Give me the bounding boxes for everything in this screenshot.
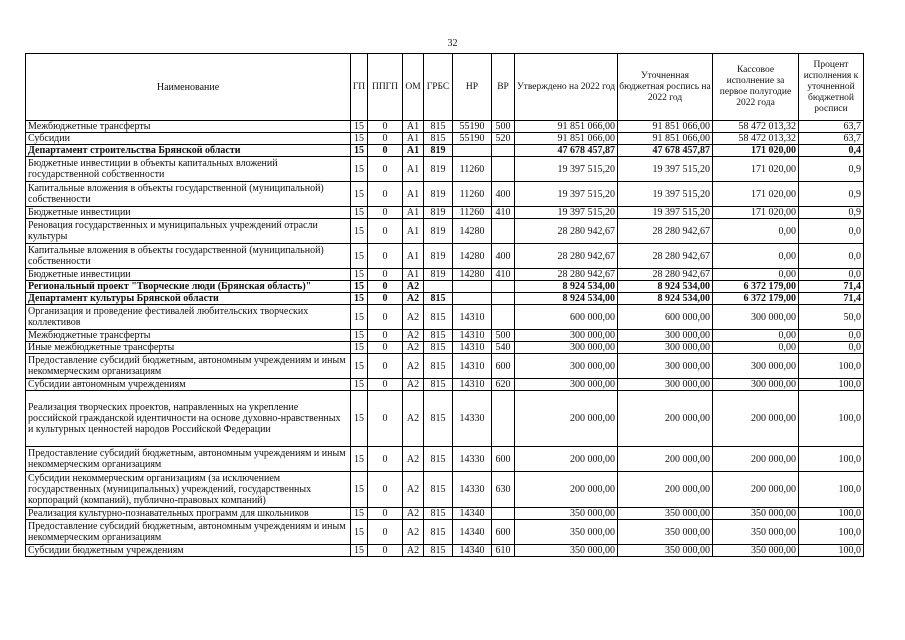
row-ppgp: 0: [368, 447, 403, 472]
row-om: А2: [403, 520, 424, 545]
table-row: [26, 207, 864, 219]
row-om: А1: [403, 207, 424, 219]
row-grbs: 815: [424, 545, 453, 557]
row-approved: 300 000,00: [515, 354, 618, 379]
row-name: Субсидии автономным учреждениям: [26, 379, 351, 391]
row-grbs: 819: [424, 157, 453, 182]
row-om: А1: [403, 133, 424, 145]
row-refined: 8 924 534,00: [618, 281, 713, 293]
row-approved: 47 678 457,87: [515, 145, 618, 157]
row-cash: 300 000,00: [713, 354, 799, 379]
row-refined: 600 000,00: [618, 305, 713, 330]
row-gp: 15: [351, 508, 368, 520]
row-approved: 8 924 534,00: [515, 293, 618, 305]
row-nr: 14340: [453, 520, 492, 545]
row-percent: 0,9: [799, 182, 864, 207]
row-approved: 19 397 515,20: [515, 207, 618, 219]
row-ppgp: 0: [368, 379, 403, 391]
row-cash: 200 000,00: [713, 391, 799, 447]
row-refined: 300 000,00: [618, 330, 713, 342]
row-name: Межбюджетные трансферты: [26, 330, 351, 342]
row-refined: 19 397 515,20: [618, 182, 713, 207]
row-gp: 15: [351, 293, 368, 305]
table-row: [26, 182, 864, 207]
row-om: А2: [403, 330, 424, 342]
row-grbs: 815: [424, 472, 453, 508]
row-grbs: 819: [424, 269, 453, 281]
row-ppgp: 0: [368, 219, 403, 244]
table-row: [26, 520, 864, 545]
row-nr: 11260: [453, 182, 492, 207]
row-ppgp: 0: [368, 354, 403, 379]
row-refined: 300 000,00: [618, 354, 713, 379]
row-ppgp: 0: [368, 508, 403, 520]
row-percent: 0,4: [799, 145, 864, 157]
row-percent: 71,4: [799, 293, 864, 305]
row-om: А2: [403, 293, 424, 305]
row-name: Реализация творческих проектов, направленных на укрепление российской гражданской идентичности на основе духовно-нравственных и культурных ценностей народов Российской Федерации: [26, 391, 351, 447]
row-refined: 300 000,00: [618, 342, 713, 354]
row-vr: 400: [492, 182, 515, 207]
table-row: [26, 545, 864, 557]
table-row: [26, 157, 864, 182]
row-percent: 100,0: [799, 447, 864, 472]
row-gp: 15: [351, 545, 368, 557]
row-cash: 300 000,00: [713, 305, 799, 330]
row-percent: 100,0: [799, 545, 864, 557]
row-nr: 55190: [453, 121, 492, 133]
row-vr: 600: [492, 520, 515, 545]
header-nr: НР: [453, 54, 492, 121]
row-approved: 300 000,00: [515, 379, 618, 391]
header-cash: Кассовое исполнение за первое полугодие 2022 года: [713, 54, 799, 121]
row-om: А2: [403, 379, 424, 391]
row-ppgp: 0: [368, 157, 403, 182]
table-row: [26, 293, 864, 305]
row-refined: 200 000,00: [618, 447, 713, 472]
row-name: Предоставление субсидий бюджетным, автономным учреждениям и иным некоммерческим организациям: [26, 354, 351, 379]
row-refined: 200 000,00: [618, 391, 713, 447]
row-nr: 55190: [453, 133, 492, 145]
row-cash: 6 372 179,00: [713, 293, 799, 305]
row-refined: 19 397 515,20: [618, 157, 713, 182]
row-om: А1: [403, 219, 424, 244]
row-ppgp: 0: [368, 145, 403, 157]
table-row: [26, 305, 864, 330]
row-percent: 71,4: [799, 281, 864, 293]
row-ppgp: 0: [368, 269, 403, 281]
row-grbs: 815: [424, 330, 453, 342]
row-ppgp: 0: [368, 121, 403, 133]
row-ppgp: 0: [368, 281, 403, 293]
row-percent: 0,0: [799, 219, 864, 244]
row-vr: [492, 391, 515, 447]
row-cash: 0,00: [713, 342, 799, 354]
row-cash: 58 472 013,32: [713, 121, 799, 133]
row-approved: 8 924 534,00: [515, 281, 618, 293]
row-nr: 14310: [453, 330, 492, 342]
row-grbs: 815: [424, 354, 453, 379]
row-om: А2: [403, 391, 424, 447]
row-ppgp: 0: [368, 133, 403, 145]
row-vr: 410: [492, 269, 515, 281]
row-cash: 200 000,00: [713, 447, 799, 472]
row-approved: 28 280 942,67: [515, 244, 618, 269]
row-cash: 58 472 013,32: [713, 133, 799, 145]
row-cash: 0,00: [713, 330, 799, 342]
row-vr: 540: [492, 342, 515, 354]
row-percent: 50,0: [799, 305, 864, 330]
row-grbs: 815: [424, 447, 453, 472]
header-om: ОМ: [403, 54, 424, 121]
row-percent: 63,7: [799, 121, 864, 133]
row-ppgp: 0: [368, 330, 403, 342]
row-om: А1: [403, 157, 424, 182]
row-gp: 15: [351, 472, 368, 508]
row-nr: 14310: [453, 354, 492, 379]
row-ppgp: 0: [368, 182, 403, 207]
row-percent: 0,0: [799, 244, 864, 269]
row-ppgp: 0: [368, 391, 403, 447]
row-approved: 200 000,00: [515, 472, 618, 508]
row-cash: 300 000,00: [713, 379, 799, 391]
row-nr: 14330: [453, 447, 492, 472]
row-refined: 200 000,00: [618, 472, 713, 508]
row-vr: 620: [492, 379, 515, 391]
table-row: [26, 342, 864, 354]
row-vr: [492, 219, 515, 244]
row-gp: 15: [351, 342, 368, 354]
row-nr: 14280: [453, 269, 492, 281]
row-vr: [492, 293, 515, 305]
row-name: Бюджетные инвестиции: [26, 269, 351, 281]
row-gp: 15: [351, 244, 368, 269]
row-om: А2: [403, 354, 424, 379]
row-vr: 500: [492, 121, 515, 133]
row-percent: 0,9: [799, 207, 864, 219]
budget-table: [25, 53, 864, 557]
row-cash: 171 020,00: [713, 207, 799, 219]
row-ppgp: 0: [368, 293, 403, 305]
row-om: А2: [403, 281, 424, 293]
row-nr: [453, 145, 492, 157]
row-name: Организация и проведение фестивалей любительских творческих коллективов: [26, 305, 351, 330]
row-gp: 15: [351, 281, 368, 293]
row-name: Предоставление субсидий бюджетным, автономным учреждениям и иным некоммерческим организациям: [26, 520, 351, 545]
row-grbs: 815: [424, 121, 453, 133]
row-gp: 15: [351, 520, 368, 545]
row-cash: 171 020,00: [713, 145, 799, 157]
row-percent: 100,0: [799, 520, 864, 545]
row-refined: 300 000,00: [618, 379, 713, 391]
row-approved: 28 280 942,67: [515, 219, 618, 244]
row-om: А2: [403, 447, 424, 472]
header-percent: Процент исполнения к уточненной бюджетной росписи: [799, 54, 864, 121]
row-refined: 91 851 066,00: [618, 133, 713, 145]
row-percent: 0,0: [799, 269, 864, 281]
row-gp: 15: [351, 145, 368, 157]
row-gp: 15: [351, 330, 368, 342]
table-row: [26, 121, 864, 133]
row-grbs: [424, 281, 453, 293]
row-refined: 47 678 457,87: [618, 145, 713, 157]
table-row: [26, 472, 864, 508]
row-nr: 14330: [453, 472, 492, 508]
table-row: [26, 219, 864, 244]
table-row: [26, 244, 864, 269]
row-nr: 14340: [453, 545, 492, 557]
row-name: Реализация культурно-познавательных программ для школьников: [26, 508, 351, 520]
header-grbs: ГРБС: [424, 54, 453, 121]
row-grbs: 819: [424, 182, 453, 207]
row-grbs: 815: [424, 133, 453, 145]
row-grbs: 815: [424, 293, 453, 305]
row-name: Реновация государственных и муниципальных учреждений отрасли культуры: [26, 219, 351, 244]
row-gp: 15: [351, 269, 368, 281]
row-approved: 350 000,00: [515, 545, 618, 557]
row-gp: 15: [351, 391, 368, 447]
row-approved: 600 000,00: [515, 305, 618, 330]
row-grbs: 819: [424, 145, 453, 157]
header-ppgp: ППГП: [368, 54, 403, 121]
row-approved: 91 851 066,00: [515, 121, 618, 133]
row-name: Бюджетные инвестиции в объекты капитальных вложений государственной собственности: [26, 157, 351, 182]
row-gp: 15: [351, 447, 368, 472]
row-ppgp: 0: [368, 342, 403, 354]
row-name: Субсидии: [26, 133, 351, 145]
row-ppgp: 0: [368, 305, 403, 330]
row-cash: 0,00: [713, 244, 799, 269]
row-vr: 600: [492, 354, 515, 379]
row-name: Департамент строительства Брянской области: [26, 145, 351, 157]
table-row: [26, 447, 864, 472]
row-refined: 91 851 066,00: [618, 121, 713, 133]
row-gp: 15: [351, 133, 368, 145]
row-percent: 63,7: [799, 133, 864, 145]
table-row: [26, 508, 864, 520]
row-gp: 15: [351, 157, 368, 182]
row-nr: 14280: [453, 219, 492, 244]
page-number: 32: [447, 38, 458, 49]
row-gp: 15: [351, 121, 368, 133]
row-nr: 11260: [453, 207, 492, 219]
row-approved: 19 397 515,20: [515, 157, 618, 182]
header-approved: Утверждено на 2022 год: [515, 54, 618, 121]
row-refined: 28 280 942,67: [618, 219, 713, 244]
row-vr: 610: [492, 545, 515, 557]
row-gp: 15: [351, 219, 368, 244]
row-nr: 14310: [453, 379, 492, 391]
row-percent: 0,0: [799, 342, 864, 354]
row-approved: 91 851 066,00: [515, 133, 618, 145]
row-cash: 0,00: [713, 219, 799, 244]
row-cash: 350 000,00: [713, 545, 799, 557]
row-approved: 28 280 942,67: [515, 269, 618, 281]
row-gp: 15: [351, 305, 368, 330]
row-vr: 600: [492, 447, 515, 472]
table-row: [26, 133, 864, 145]
table-row: [26, 269, 864, 281]
row-ppgp: 0: [368, 545, 403, 557]
row-cash: 6 372 179,00: [713, 281, 799, 293]
row-vr: [492, 508, 515, 520]
row-vr: [492, 157, 515, 182]
row-vr: 410: [492, 207, 515, 219]
row-refined: 350 000,00: [618, 508, 713, 520]
row-refined: 28 280 942,67: [618, 244, 713, 269]
row-gp: 15: [351, 379, 368, 391]
header-refined: Уточненная бюджетная роспись на 2022 год: [618, 54, 713, 121]
row-grbs: 815: [424, 342, 453, 354]
row-vr: 520: [492, 133, 515, 145]
table-row: [26, 379, 864, 391]
row-ppgp: 0: [368, 244, 403, 269]
row-om: А1: [403, 244, 424, 269]
row-approved: 350 000,00: [515, 508, 618, 520]
header-name: Наименование: [26, 54, 351, 121]
row-percent: 100,0: [799, 354, 864, 379]
row-approved: 200 000,00: [515, 447, 618, 472]
row-ppgp: 0: [368, 207, 403, 219]
row-ppgp: 0: [368, 472, 403, 508]
row-nr: 14330: [453, 391, 492, 447]
table-header-row: [26, 54, 864, 121]
row-nr: 14340: [453, 508, 492, 520]
row-refined: 350 000,00: [618, 520, 713, 545]
row-approved: 300 000,00: [515, 342, 618, 354]
row-grbs: 819: [424, 244, 453, 269]
row-name: Субсидии некоммерческим организациям (за исключением государственных (муниципальных) учреждений, государственных корпораций (компаний), публично-правовых компаний): [26, 472, 351, 508]
row-cash: 0,00: [713, 269, 799, 281]
row-cash: 200 000,00: [713, 472, 799, 508]
table-row: [26, 281, 864, 293]
row-cash: 171 020,00: [713, 157, 799, 182]
row-name: Департамент культуры Брянской области: [26, 293, 351, 305]
row-om: А1: [403, 121, 424, 133]
row-percent: 0,0: [799, 330, 864, 342]
row-name: Предоставление субсидий бюджетным, автономным учреждениям и иным некоммерческим организациям: [26, 447, 351, 472]
row-approved: 19 397 515,20: [515, 182, 618, 207]
row-grbs: 815: [424, 508, 453, 520]
row-name: Капитальные вложения в объекты государственной (муниципальной) собственности: [26, 182, 351, 207]
row-cash: 350 000,00: [713, 520, 799, 545]
table-row: [26, 330, 864, 342]
row-percent: 100,0: [799, 391, 864, 447]
row-nr: 11260: [453, 157, 492, 182]
row-vr: [492, 305, 515, 330]
header-gp: ГП: [351, 54, 368, 121]
row-refined: 350 000,00: [618, 545, 713, 557]
table-row: [26, 145, 864, 157]
row-approved: 200 000,00: [515, 391, 618, 447]
row-name: Региональный проект "Творческие люди (Брянская область)": [26, 281, 351, 293]
row-name: Иные межбюджетные трансферты: [26, 342, 351, 354]
row-refined: 28 280 942,67: [618, 269, 713, 281]
row-om: А2: [403, 508, 424, 520]
row-gp: 15: [351, 207, 368, 219]
row-grbs: 815: [424, 305, 453, 330]
table-row: [26, 354, 864, 379]
row-refined: 8 924 534,00: [618, 293, 713, 305]
table-row: [26, 391, 864, 447]
row-nr: 14310: [453, 342, 492, 354]
row-ppgp: 0: [368, 520, 403, 545]
row-om: А1: [403, 145, 424, 157]
row-grbs: 819: [424, 207, 453, 219]
row-cash: 350 000,00: [713, 508, 799, 520]
row-om: А1: [403, 182, 424, 207]
row-om: А1: [403, 269, 424, 281]
row-gp: 15: [351, 182, 368, 207]
row-name: Субсидии бюджетным учреждениям: [26, 545, 351, 557]
row-om: А2: [403, 545, 424, 557]
row-percent: 0,9: [799, 157, 864, 182]
row-vr: 400: [492, 244, 515, 269]
row-nr: [453, 281, 492, 293]
row-percent: 100,0: [799, 508, 864, 520]
row-om: А2: [403, 472, 424, 508]
row-gp: 15: [351, 354, 368, 379]
row-percent: 100,0: [799, 379, 864, 391]
row-nr: 14310: [453, 305, 492, 330]
row-nr: 14280: [453, 244, 492, 269]
row-grbs: 815: [424, 520, 453, 545]
row-vr: 500: [492, 330, 515, 342]
row-name: Межбюджетные трансферты: [26, 121, 351, 133]
row-grbs: 819: [424, 219, 453, 244]
row-percent: 100,0: [799, 472, 864, 508]
row-nr: [453, 293, 492, 305]
row-om: А2: [403, 305, 424, 330]
row-name: Капитальные вложения в объекты государственной (муниципальной) собственности: [26, 244, 351, 269]
row-vr: [492, 145, 515, 157]
row-refined: 19 397 515,20: [618, 207, 713, 219]
row-vr: [492, 281, 515, 293]
row-approved: 350 000,00: [515, 520, 618, 545]
row-name: Бюджетные инвестиции: [26, 207, 351, 219]
row-approved: 300 000,00: [515, 330, 618, 342]
row-cash: 171 020,00: [713, 182, 799, 207]
row-grbs: 815: [424, 379, 453, 391]
row-om: А2: [403, 342, 424, 354]
row-vr: 630: [492, 472, 515, 508]
row-grbs: 815: [424, 391, 453, 447]
header-vr: ВР: [492, 54, 515, 121]
